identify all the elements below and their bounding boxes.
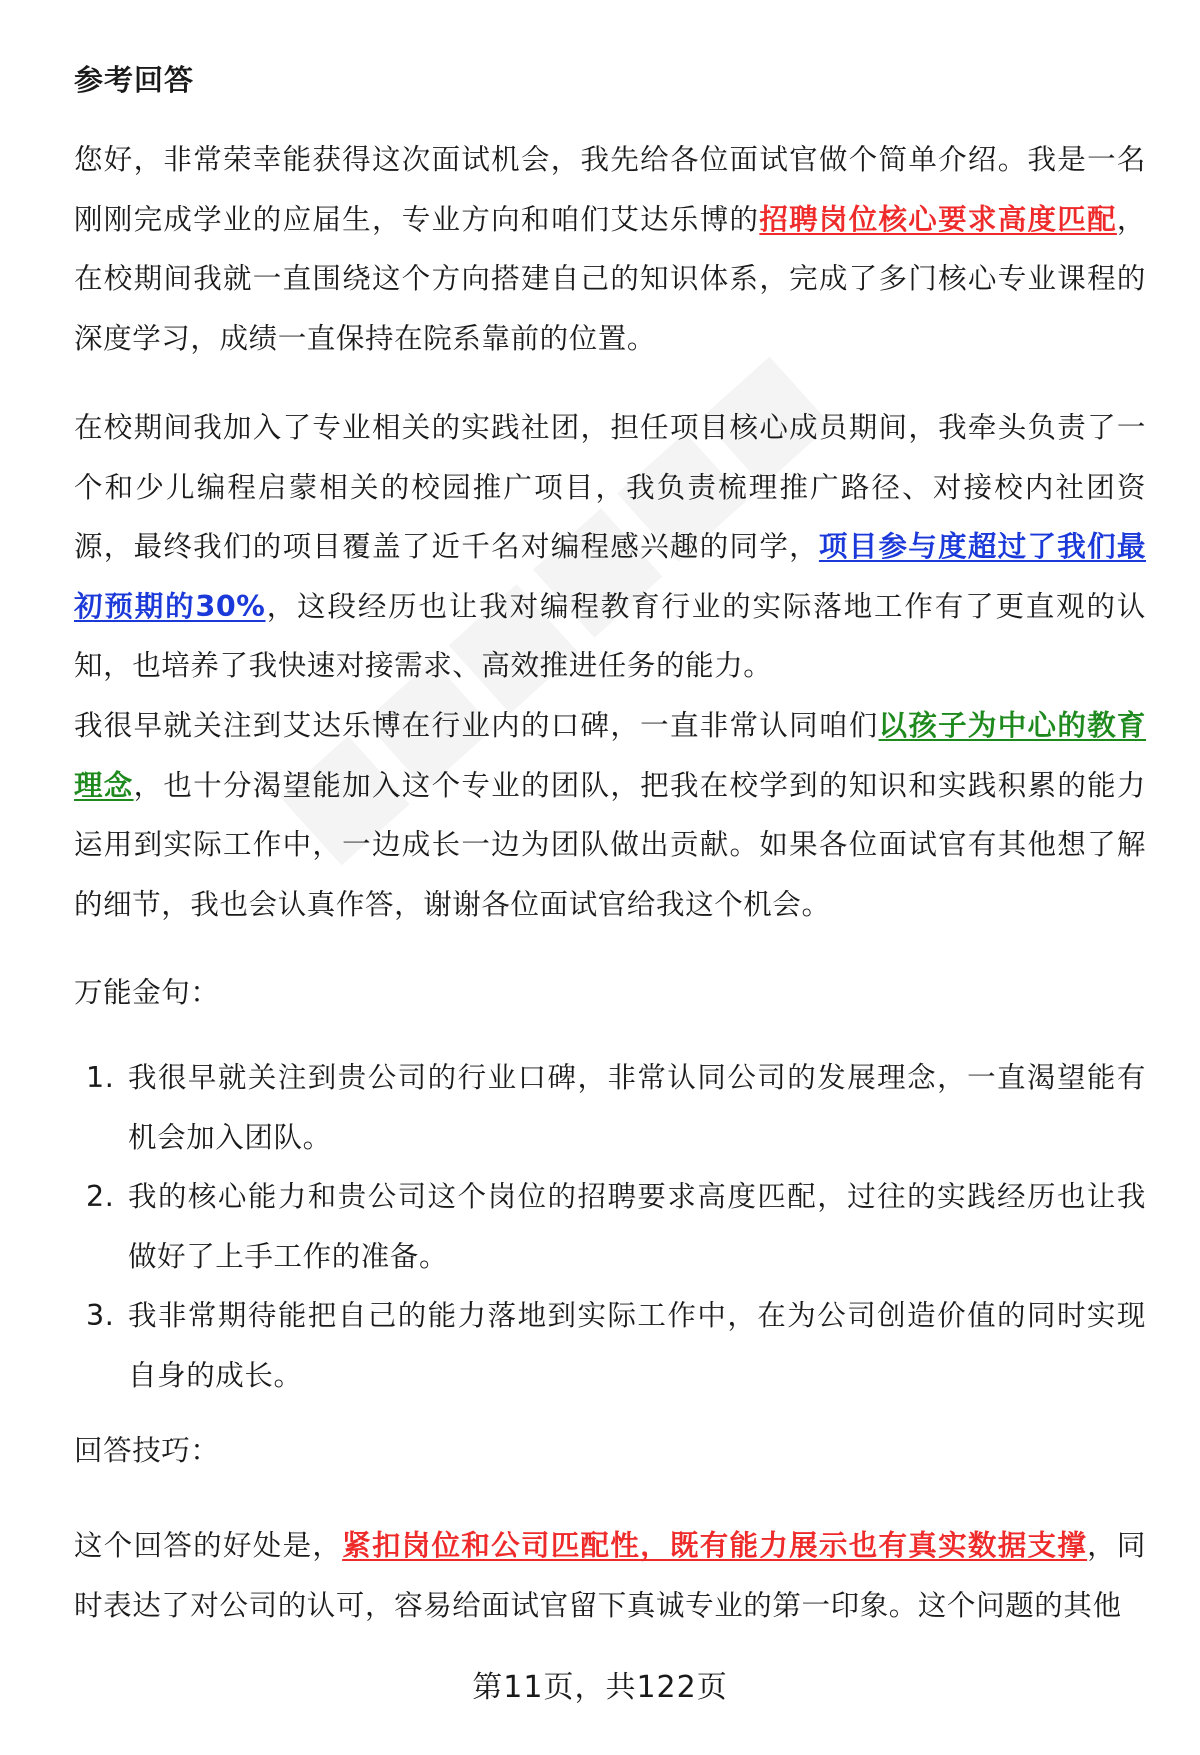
list-number: 2.: [86, 1180, 115, 1213]
list-text: 我很早就关注到贵公司的行业口碑，非常认同公司的发展理念，一直渴望能有机会加入团队。: [128, 1061, 1146, 1154]
paragraph-experience: [74, 398, 1146, 696]
golden-sentences-label: 万能金句：: [74, 976, 220, 1009]
list-item: [74, 1167, 1146, 1286]
paragraph-tips: [74, 1516, 1146, 1635]
tips-text-b: ，同时表达了对公司的认可，容易给面试官留下真诚专业的第一印象。这个问题的其他: [74, 1529, 1146, 1622]
intro-text-a: 您好，非常荣幸能获得这次面试机会，我先给各位面试官做个简单介绍。我是一名刚刚完成学业的应届生，专业方向和咱们艾达乐博的: [74, 143, 1146, 236]
section-heading: 参考回答: [74, 63, 195, 97]
list-text: 我的核心能力和贵公司这个岗位的招聘要求高度匹配，过往的实践经历也让我做好了上手工作的准备。: [128, 1180, 1146, 1273]
experience-text-a: 在校期间我加入了专业相关的实践社团，担任项目核心成员期间，我牵头负责了一个和少儿编程启蒙相关的校园推广项目，我负责梳理推广路径、对接校内社团资源，最终我们的项目覆盖了近千名对编程感兴趣的同学，: [74, 411, 1146, 563]
motivation-text-a: 我很早就关注到艾达乐博在行业内的口碑，一直非常认同咱们: [74, 709, 879, 742]
list-text: 我非常期待能把自己的能力落地到实际工作中，在为公司创造价值的同时实现自身的成长。: [128, 1299, 1146, 1392]
list-item: [74, 1286, 1146, 1405]
tips-highlight: 紧扣岗位和公司匹配性，既有能力展示也有真实数据支撑: [342, 1529, 1088, 1562]
list-item: [74, 1048, 1146, 1167]
experience-highlight: 项目参与度超过了我们最初预期的30%: [74, 530, 1146, 623]
paragraph-intro: [74, 130, 1146, 368]
experience-text-b: ，这段经历也让我对编程教育行业的实际落地工作有了更直观的认知，也培养了我快速对接需求、高效推进任务的能力。: [74, 589, 1146, 682]
answer-tips-label: 回答技巧：: [74, 1434, 220, 1467]
tips-text-a: 这个回答的好处是，: [74, 1529, 343, 1562]
motivation-highlight: 以孩子为中心的教育理念: [74, 709, 1147, 802]
page-number-footer: 第11页，共122页: [472, 1670, 728, 1705]
list-number: 1.: [86, 1061, 115, 1094]
intro-text-b: ，在校期间我就一直围绕这个方向搭建自己的知识体系，完成了多门核心专业课程的深度学习，成绩一直保持在院系靠前的位置。: [74, 202, 1146, 355]
intro-highlight: 招聘岗位核心要求高度匹配: [759, 202, 1117, 236]
paragraph-motivation: [74, 696, 1146, 934]
golden-sentences-list: [74, 1048, 1146, 1405]
list-number: 3.: [86, 1299, 115, 1332]
motivation-text-b: ，也十分渴望能加入这个专业的团队，把我在校学到的知识和实践积累的能力运用到实际工作中，一边成长一边为团队做出贡献。如果各位面试官有其他想了解的细节，我也会认真作答，谢谢各位面试官给我这个机会。: [74, 768, 1147, 921]
